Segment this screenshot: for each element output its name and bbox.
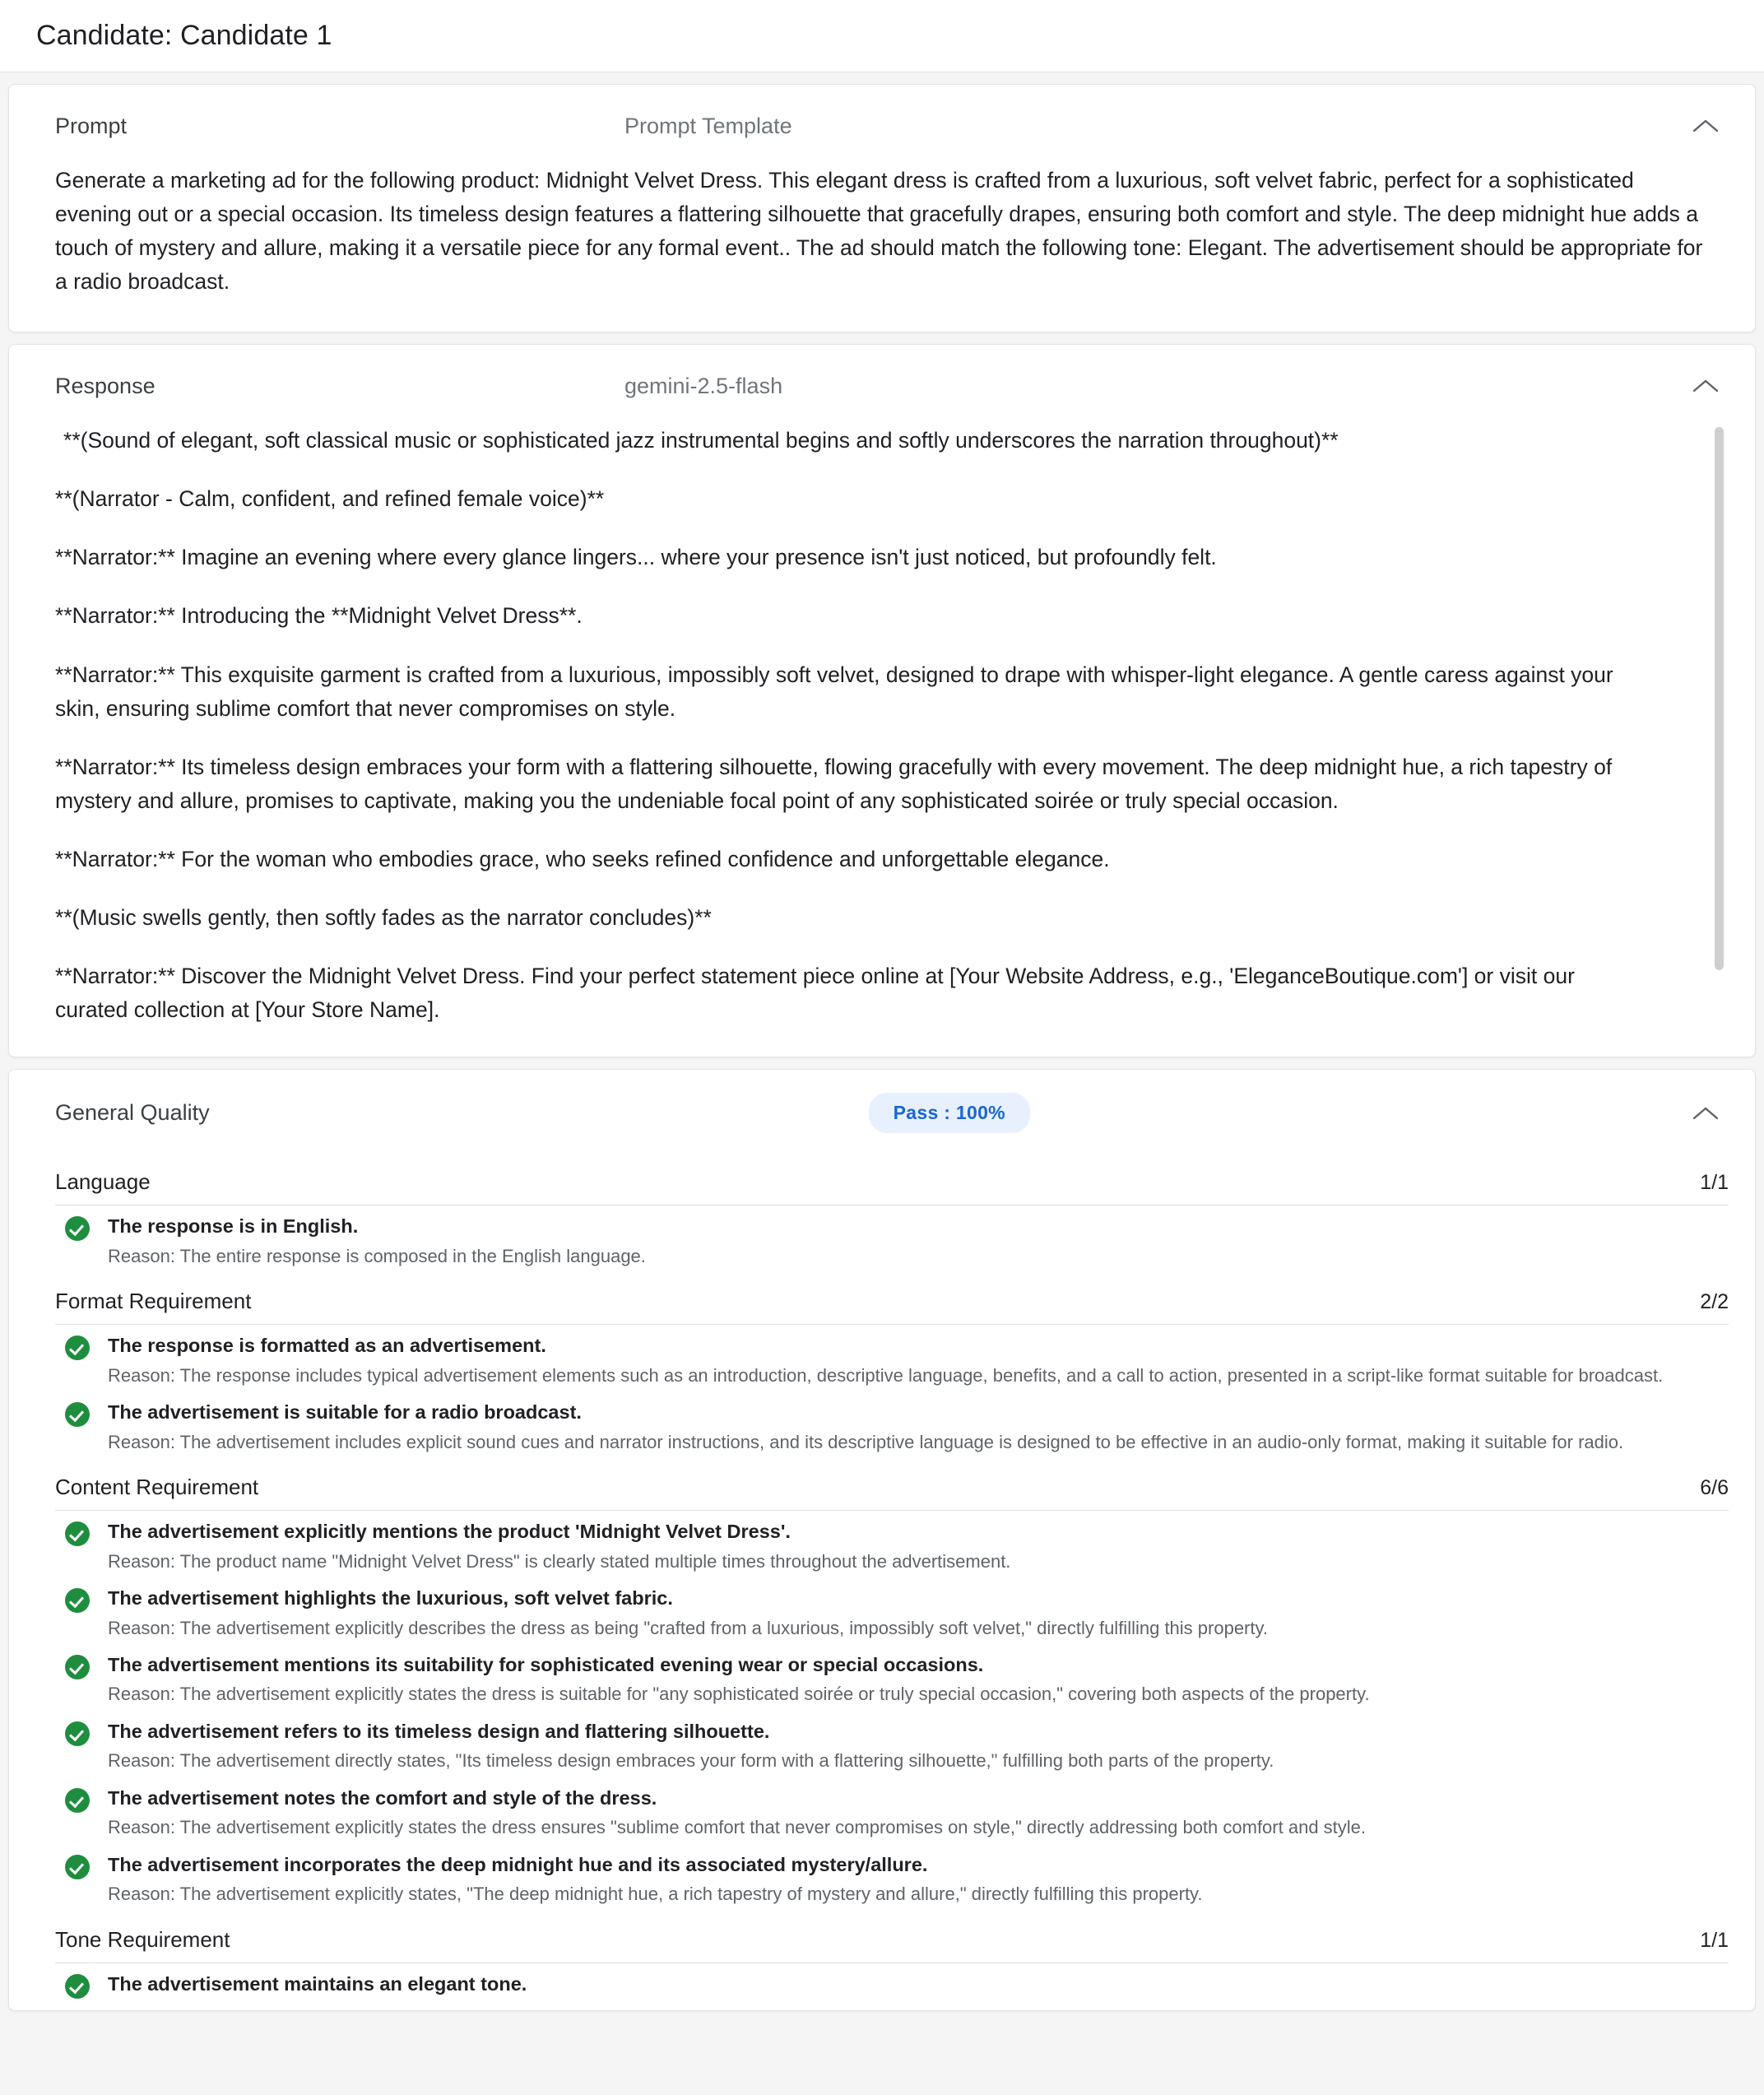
section-header-content-requirement <box>55 1470 1729 1511</box>
list-item <box>55 1325 1729 1391</box>
section-header-format-requirement <box>55 1284 1729 1325</box>
chevron-up-icon[interactable] <box>1689 109 1722 142</box>
check-circle-icon <box>65 1588 90 1613</box>
general-quality-header[interactable] <box>9 1070 1755 1153</box>
check-reason: Reason: The response includes typical advertisement elements such as an introduction, descriptive language, benefits, and a call to action, presented in a script-like format suitable for broadcast. <box>108 1364 1664 1386</box>
chevron-up-icon[interactable] <box>1689 369 1722 402</box>
check-circle-icon <box>65 1521 90 1546</box>
check-reason: Reason: The advertisement includes explicit sound cues and narrator instructions, and its descriptive language is designed to be effective in an audio-only format, making it suitable for radio. <box>108 1431 1624 1452</box>
response-paragraph: **Narrator:** Its timeless design embraces your form with a flattering silhouette, flowing gracefully with every movement. The deep midnight hue, a rich tapestry of mystery and allure, promises to captivate, making you the undeniable focal point of any sophisticated soirée or truly special occasion. <box>55 754 1613 813</box>
response-paragraph: **Narrator:** Introducing the **Midnight Velvet Dress**. <box>55 603 583 629</box>
section-header-language <box>55 1164 1729 1205</box>
list-item <box>55 1777 1729 1844</box>
response-paragraph: **(Narrator - Calm, confident, and refined female voice)** <box>55 486 605 512</box>
response-paragraph: **Narrator:** For the woman who embodies grace, who seeks refined confidence and unforgettable elegance. <box>55 846 1110 871</box>
prompt-body <box>9 157 1755 332</box>
list-item <box>55 1844 1729 1911</box>
check-statement: The advertisement is suitable for a radio broadcast. <box>108 1401 582 1423</box>
list-item <box>55 1511 1729 1577</box>
check-circle-icon <box>65 1216 90 1241</box>
check-statement: The advertisement explicitly mentions the product 'Midnight Velvet Dress'. <box>108 1520 791 1542</box>
response-scrollbar-thumb[interactable] <box>1715 427 1724 970</box>
check-circle-icon <box>65 1974 90 1999</box>
response-paragraph: **(Music swells gently, then softly fades as the narrator concludes)** <box>55 904 712 930</box>
list-item <box>55 1391 1729 1458</box>
status-badge: Pass : 100% <box>869 1093 1030 1133</box>
check-circle-icon <box>65 1721 90 1746</box>
check-statement: The advertisement refers to its timeless design and flattering silhouette. <box>108 1720 770 1742</box>
check-statement: The response is in English. <box>108 1215 359 1237</box>
general-quality-label: General Quality <box>55 1100 210 1125</box>
check-statement: The advertisement highlights the luxurious, soft velvet fabric. <box>108 1586 673 1609</box>
general-quality-card <box>8 1069 1756 2011</box>
section-score: 1/1 <box>1700 1171 1729 1194</box>
page-title: Candidate: Candidate 1 <box>36 20 332 51</box>
response-paragraph: **Narrator:** This exquisite garment is crafted from a luxurious, impossibly soft velvet, designed to drape with whisper-light elegance. A gentle caress against your skin, ensuring sublime comfort that never compromises on style. <box>55 662 1613 721</box>
response-model-label: gemini-2.5-flash <box>624 373 783 398</box>
section-score: 2/2 <box>1700 1289 1729 1313</box>
prompt-card-header[interactable] <box>9 85 1755 157</box>
check-circle-icon <box>65 1402 90 1427</box>
check-circle-icon <box>65 1336 90 1360</box>
list-item <box>55 1711 1729 1777</box>
response-paragraph: **(Sound of elegant, soft classical music or sophisticated jazz instrumental begins and softly underscores the narration throughout)** <box>63 428 1339 453</box>
check-circle-icon <box>65 1855 90 1879</box>
section-name: Content Requirement <box>55 1474 259 1499</box>
section-score: 6/6 <box>1700 1475 1729 1499</box>
check-statement: The advertisement incorporates the deep midnight hue and its associated mystery/allure. <box>108 1853 928 1875</box>
check-reason: Reason: The advertisement explicitly states the dress ensures "sublime comfort that never compromises on style," directly addressing both comfort and style. <box>108 1817 1367 1838</box>
check-statement: The advertisement maintains an elegant tone. <box>108 1972 527 1995</box>
section-name: Language <box>55 1169 151 1194</box>
check-reason: Reason: The advertisement explicitly states the dress is suitable for "any sophisticated soirée or truly special occasion," covering both aspects of the property. <box>108 1684 1370 1705</box>
check-reason: Reason: The product name "Midnight Velvet Dress" is clearly stated multiple times throughout the advertisement. <box>108 1550 1011 1572</box>
prompt-card <box>8 84 1756 332</box>
check-statement: The response is formatted as an advertisement. <box>108 1334 546 1356</box>
response-paragraph: **Narrator:** Imagine an evening where every glance lingers... where your presence isn't just noticed, but profoundly felt. <box>55 545 1217 570</box>
list-item <box>55 1577 1729 1644</box>
general-quality-body <box>9 1164 1755 2010</box>
check-reason: Reason: The advertisement directly states, "Its timeless design embraces your form with a flattering silhouette," fulfilling both parts of the property. <box>108 1750 1274 1772</box>
list-item <box>55 1644 1729 1711</box>
list-item <box>55 1963 1729 2002</box>
response-paragraph: **Narrator:** Discover the Midnight Velvet Dress. Find your perfect statement piece online at [Your Website Address, e.g., 'EleganceBoutique.com'] or visit our curated collection at [Your Store Name]. <box>55 963 1575 1022</box>
list-item <box>55 1205 1729 1272</box>
response-card-header[interactable] <box>9 345 1755 417</box>
response-scroll-area[interactable] <box>9 417 1755 1057</box>
section-name: Format Requirement <box>55 1288 252 1313</box>
prompt-label: Prompt <box>55 113 128 138</box>
section-score: 1/1 <box>1700 1928 1729 1952</box>
chevron-up-icon[interactable] <box>1689 1097 1722 1130</box>
section-name: Tone Requirement <box>55 1926 230 1952</box>
check-statement: The advertisement notes the comfort and style of the dress. <box>108 1786 657 1809</box>
prompt-text: Generate a marketing ad for the following product: Midnight Velvet Dress. This elegant dress is crafted from a luxurious, soft velvet fabric, perfect for a sophisticated evening out or a special occasion. Its timeless design features a flattering silhouette that gracefully drapes, ensuring both comfort and style. The deep midnight hue adds a touch of mystery and allure, making it a versatile piece for any formal event.. The ad should match the following tone: Elegant. The advertisement should be appropriate for a radio broadcast. <box>55 168 1703 295</box>
response-card <box>8 344 1756 1057</box>
section-header-tone-requirement <box>55 1922 1729 1963</box>
check-circle-icon <box>65 1788 90 1813</box>
check-circle-icon <box>65 1655 90 1679</box>
check-statement: The advertisement mentions its suitability for sophisticated evening wear or special occasions. <box>108 1653 984 1675</box>
page-header <box>0 0 1764 72</box>
check-reason: Reason: The entire response is composed in the English language. <box>108 1245 646 1266</box>
prompt-template-label: Prompt Template <box>624 113 792 138</box>
response-label: Response <box>55 373 156 398</box>
check-reason: Reason: The advertisement explicitly describes the dress as being "crafted from a luxurious, impossibly soft velvet," directly fulfilling this property. <box>108 1617 1268 1638</box>
response-body <box>9 417 1697 1057</box>
check-reason: Reason: The advertisement explicitly states, "The deep midnight hue, a rich tapestry of mystery and allure," directly fulfilling this property. <box>108 1884 1203 1905</box>
